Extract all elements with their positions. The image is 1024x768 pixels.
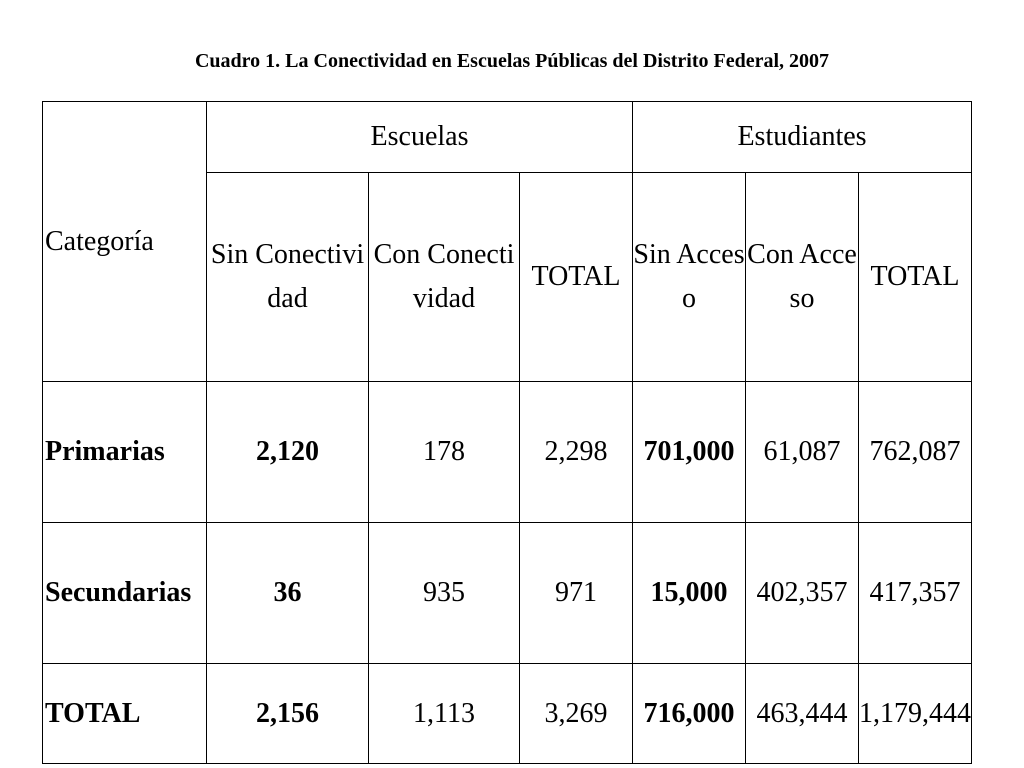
cell-sin-conectividad: 2,156: [207, 664, 369, 764]
header-estudiantes: Estudiantes: [633, 102, 972, 173]
cell-con-acceso: 463,444: [746, 664, 859, 764]
table-row-primarias: [43, 382, 972, 523]
cell-escuelas-total: 2,298: [520, 382, 633, 523]
row-label: Secundarias: [43, 523, 207, 664]
header-escuelas-total: TOTAL: [520, 173, 633, 382]
cell-estudiantes-total: 417,357: [859, 523, 972, 664]
row-label: TOTAL: [43, 664, 207, 764]
cell-escuelas-total: 3,269: [520, 664, 633, 764]
cell-escuelas-total: 971: [520, 523, 633, 664]
header-con-acceso: Con Acceso: [746, 173, 859, 382]
table-row-total: [43, 664, 972, 764]
cell-con-conectividad: 178: [369, 382, 520, 523]
row-label: Primarias: [43, 382, 207, 523]
cell-con-conectividad: 935: [369, 523, 520, 664]
cell-con-acceso: 402,357: [746, 523, 859, 664]
cell-sin-acceso: 716,000: [633, 664, 746, 764]
cell-sin-conectividad: 36: [207, 523, 369, 664]
cell-estudiantes-total: 762,087: [859, 382, 972, 523]
cell-con-conectividad: 1,113: [369, 664, 520, 764]
cell-estudiantes-total: 1,179,444: [859, 664, 972, 764]
header-categoria: Categoría: [43, 102, 207, 382]
cell-sin-acceso: 701,000: [633, 382, 746, 523]
header-escuelas: Escuelas: [207, 102, 633, 173]
cell-sin-conectividad: 2,120: [207, 382, 369, 523]
header-con-conectividad: Con Conectividad: [369, 173, 520, 382]
header-sin-acceso: Sin Acceso: [633, 173, 746, 382]
table-caption: Cuadro 1. La Conectividad en Escuelas Públicas del Distrito Federal, 2007: [194, 50, 830, 72]
header-row-groups: [43, 102, 972, 173]
header-sin-conectividad: Sin Conectividad: [207, 173, 369, 382]
header-estudiantes-total: TOTAL: [859, 173, 972, 382]
cell-sin-acceso: 15,000: [633, 523, 746, 664]
connectivity-table: [42, 101, 972, 764]
table-row-secundarias: [43, 523, 972, 664]
cell-con-acceso: 61,087: [746, 382, 859, 523]
